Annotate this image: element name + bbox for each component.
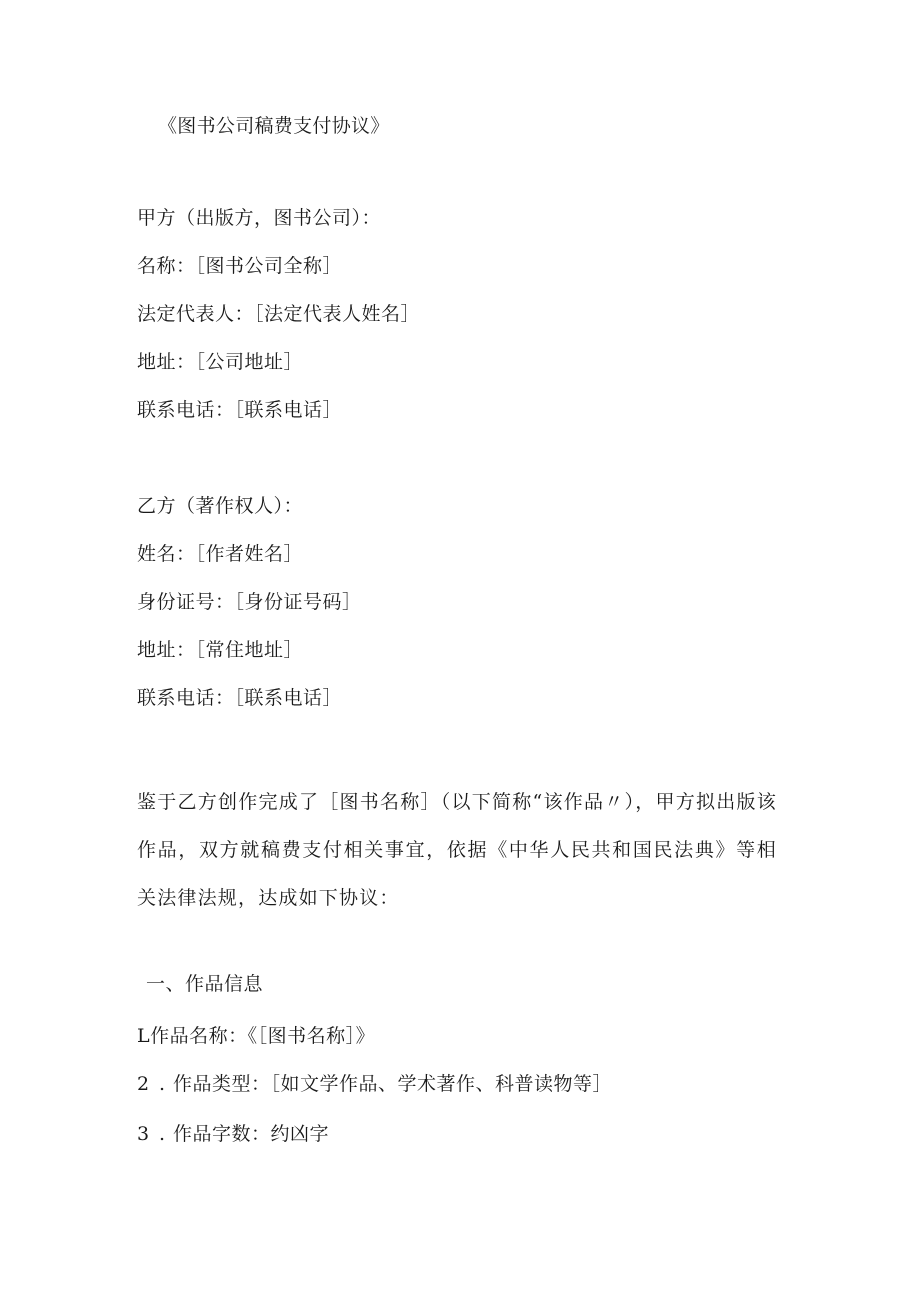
party-a-heading: 甲方（出版方，图书公司）： [137,207,382,229]
party-a-phone: 联系电话：［联系电话］ [137,399,343,421]
party-a-legal-rep: 法定代表人：［法定代表人姓名］ [137,303,421,325]
party-b-heading: 乙方（著作权人）： [137,495,304,517]
document-title: 《图书公司稿费支付协议》 [158,115,390,137]
preamble-paragraph: 鉴于乙方创作完成了［图书名称］（以下简称“该作品〃），甲方拟出版该作品，双方就稿费支付相关事宜，依据《中华人民共和国民法典》等相关法律法规，达成如下协议： [137,791,777,909]
item-3-text: 作品字数：约凶字 [173,1123,330,1145]
item-3-dot: . [159,1123,166,1145]
party-b-id-number: 身份证号：［身份证号码］ [137,591,362,613]
section-1-item-2 [137,1072,612,1096]
item-3-number: 3 [137,1123,150,1145]
item-2-dot: . [159,1073,166,1095]
party-b-address: 地址：［常住地址］ [137,639,304,661]
section-1-heading: 一、作品信息 [146,973,264,995]
party-b-name: 姓名：［作者姓名］ [137,543,304,565]
item-2-text: 作品类型：［如文学作品、学术著作、科普读物等］ [173,1073,613,1095]
party-a-address: 地址：［公司地址］ [137,351,304,373]
section-1-item-3 [137,1122,329,1146]
party-a-name: 名称：［图书公司全称］ [137,255,343,277]
item-2-number: 2 [137,1073,150,1095]
party-b-phone: 联系电话：［联系电话］ [137,687,343,709]
section-1-item-1: L作品名称：《［图书名称］》 [137,1025,376,1047]
